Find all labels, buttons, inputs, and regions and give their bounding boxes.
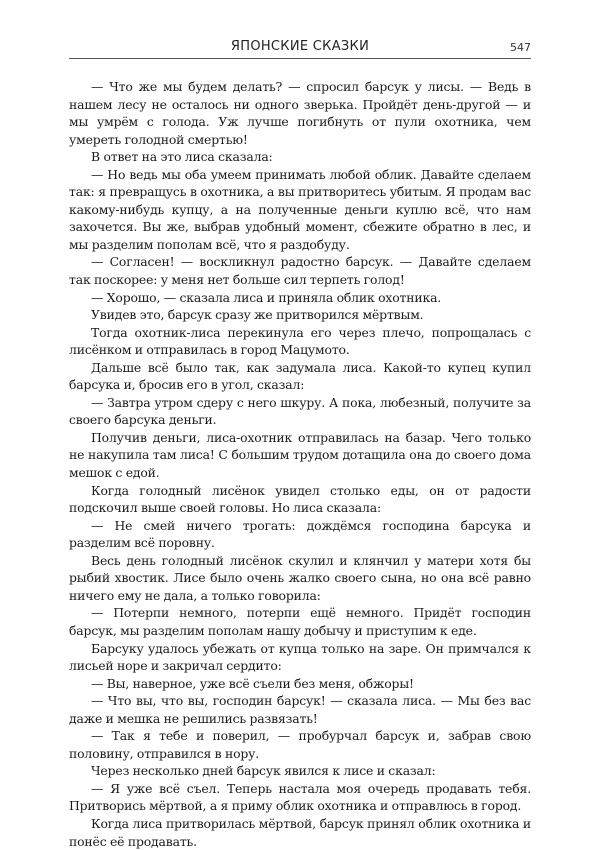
paragraph: — Что вы, что вы, господин барсук! — сказала лиса. — Мы без вас даже и мешка не решились развязать!: [69, 693, 531, 726]
paragraph: Весь день голодный лисёнок скулил и клянчил у матери хотя бы рыбий хвостик. Лисе было очень жалко своего сына, но она всё равно ничего ему не дала, а только говорила:: [69, 552, 531, 603]
paragraph: — Я уже всё съел. Теперь настала моя очередь продавать тебя. Притворись мёртвой, а я приму облик охотника и отправлюсь в город.: [69, 780, 531, 814]
paragraph: Получив деньги, лиса-охотник отправилась на базар. Чего только не накупила там лиса! С большим трудом дотащила она до своего дома мешок с едой.: [69, 429, 531, 481]
paragraph: — Согласен! — воскликнул радостно барсук. — Давайте сделаем так поскорее: у меня нет больше сил терпеть голод!: [69, 254, 531, 288]
paragraph: Когда голодный лисёнок увидел столько еды, он от радости подскочил выше своей головы. Но лиса сказала:: [69, 482, 531, 516]
paragraph: — Хорошо, — сказала лиса и приняла облик охотника.: [91, 289, 442, 305]
header-rule: [69, 58, 531, 59]
body-text: [69, 78, 531, 850]
paragraph: В ответ на это лиса сказала:: [91, 149, 273, 165]
paragraph: — Вы, наверное, уже всё съели без меня, обжоры!: [91, 675, 414, 691]
paragraph: Через несколько дней барсук явился к лисе и сказал:: [91, 763, 436, 779]
paragraph: — Завтра утром сдеру с него шкуру. А пока, любезный, получите за своего барсука деньги.: [69, 394, 531, 428]
paragraph: Барсуку удалось убежать от купца только на заре. Он примчался к лисьей норе и закричал сердито:: [69, 640, 531, 674]
paragraph: — Не смей ничего трогать: дождёмся господина барсука и разделим всё поровну.: [69, 517, 531, 551]
paragraph: Дальше всё было так, как задумала лиса. Какой-то купец купил барсука и, бросив его в угол, сказал:: [69, 359, 531, 393]
paragraph: Тогда охотник-лиса перекинула его через плечо, попрощалась с лисёнком и отправилась в город Мацумото.: [69, 324, 531, 358]
paragraph: — Что же мы будем делать? — спросил барсук у лисы. — Ведь в нашем лесу не осталось ни одного зверька. Пройдёт день-другой — и мы умрём с голода. Уж лучше погибнуть от пули охотника, чем умереть голодной смертью!: [69, 79, 531, 147]
paragraph: — Потерпи немного, потерпи ещё немного. Придёт господин барсук, мы разделим пополам нашу добычу и приступим к еде.: [69, 605, 531, 638]
paragraph: — Но ведь мы оба умеем принимать любой облик. Давайте сделаем так: я превращусь в охотника, а вы притворитесь убитым. Я продам вас какому-нибудь купцу, а на полученные деньги куплю всё, что нам захочется. Вы же, выбрав удобный момент, сбежите обратно в лес, и мы разделим пополам всё, что я раздобуду.: [69, 166, 531, 252]
paragraph: — Так я тебе и поверил, — пробурчал барсук и, забрав свою половину, отправился в нору.: [69, 728, 531, 761]
page-number: 547: [510, 41, 531, 54]
page-header: [69, 39, 531, 61]
running-title: ЯПОНСКИЕ СКАЗКИ: [230, 39, 370, 54]
paragraph: Увидев это, барсук сразу же притворился мёртвым.: [91, 307, 424, 323]
paragraph: Когда лиса притворилась мёртвой, барсук принял облик охотника и понёс её продавать.: [69, 815, 531, 849]
